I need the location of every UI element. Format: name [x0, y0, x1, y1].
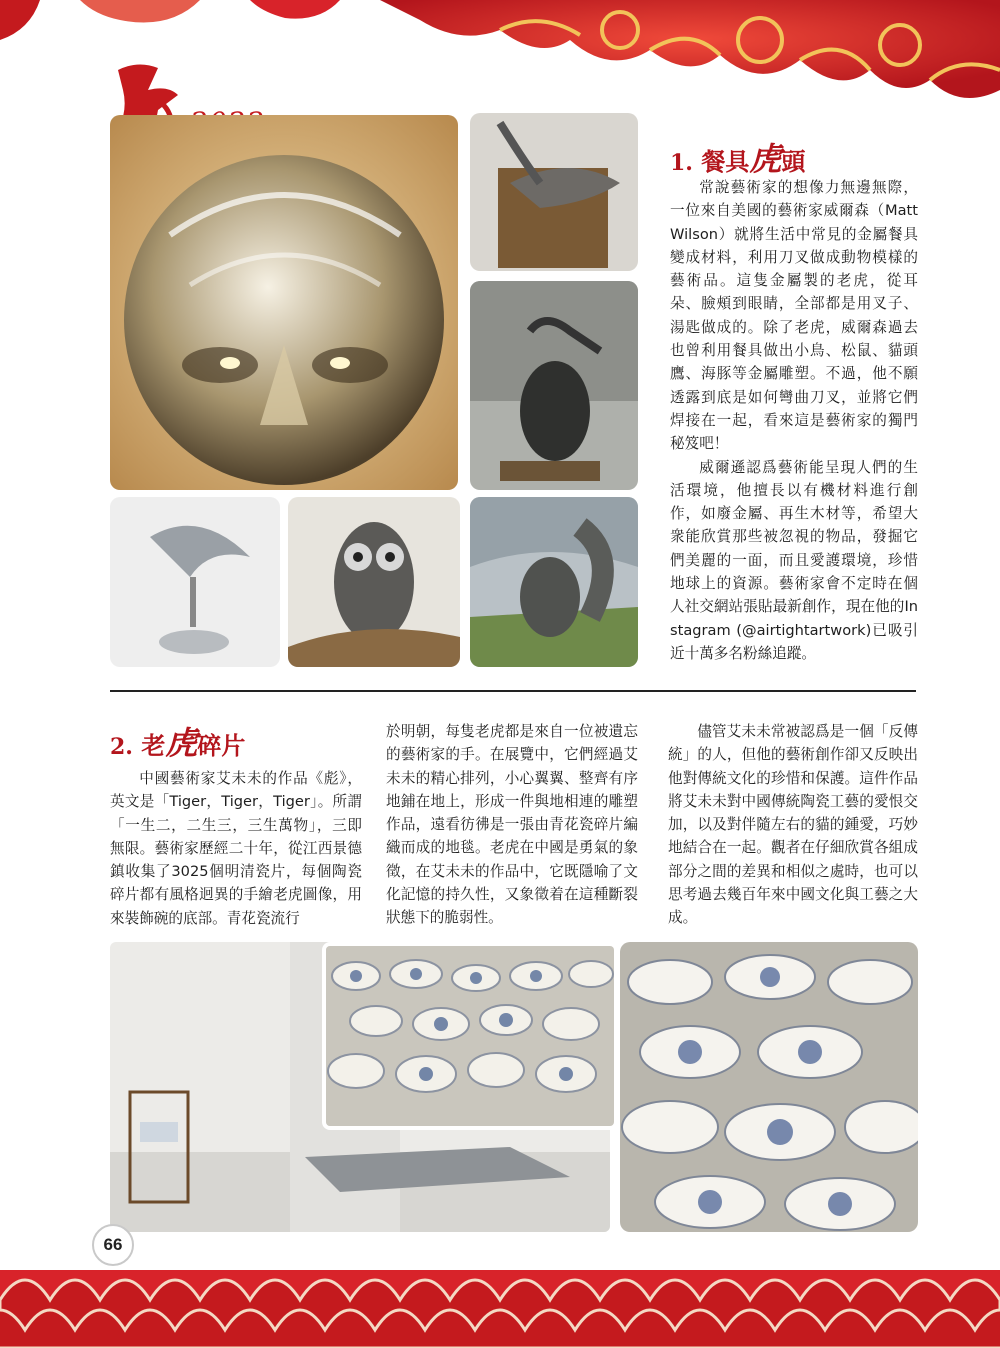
- section-1-paragraph-1: 常說藝術家的想像力無邊無際，一位來自美國的藝術家威爾森（Matt Wilson）就將生活中常見的金屬餐具變成材料，利用刀叉做成動物模樣的藝術品。這隻金屬製的老虎，從耳朵、臉頰到眼睛，全部都是用叉子、湯匙做成的。除了老虎，威爾森過去也曾利用餐具做出小鳥、松鼠、貓頭鷹、海豚等金屬雕塑。不過，他不願透露到底是如何彎曲刀叉，並將它們焊接在一起，看來這是藝術家的獨門秘笈吧！: [670, 179, 918, 453]
- photo-metal-bird: [470, 113, 638, 271]
- section-2-col2-text: 於明朝，每隻老虎都是來自一位被遺忘的藝術家的手。在展覽中，它們經過艾未未的精心排列，小心翼翼、整齊有序地鋪在地上，形成一件與地相連的雕塑作品，遠看彷彿是一張由青花瓷碎片編織而成的地毯。老虎在中國是勇氣的象徵，在艾未未的作品中，它既隱喻了文化記憶的持久性，又象徵着在這種斷裂狀態下的脆弱性。: [386, 723, 638, 927]
- photo-metal-dolphin: [110, 497, 280, 667]
- section-2-column-3: [668, 720, 918, 930]
- section-2-title-pre: 老: [141, 731, 166, 760]
- section-1-title-post: 頭: [781, 147, 806, 176]
- section-1-title-pre: 餐具: [701, 147, 750, 176]
- section-1-body: [670, 176, 918, 665]
- section-1-paragraph-2: 威爾遜認爲藝術能呈現人們的生活環境，他擅長以有機材料進行創作，如廢金屬、再生木材等，希望大衆能欣賞那些被忽視的物品，發掘它們美麗的一面，而且愛護環境，珍惜地球上的資源。藝術家會不定時在個人社交網站張貼最新創作，現在他的Instagram (@airtightartwork)已吸引近十萬多名粉絲追蹤。: [670, 458, 918, 662]
- photo-metal-pelican: [470, 281, 638, 490]
- photo-metal-tiger-head: [110, 115, 458, 490]
- section-2-title-tiger: 虎: [165, 724, 198, 762]
- section-2-title-post: 碎片: [197, 731, 246, 760]
- section-divider: [110, 690, 916, 692]
- section-2-heading: [110, 718, 245, 764]
- section-2-column-2: [386, 720, 638, 930]
- section-2-column-1: [110, 767, 362, 930]
- section-2-col3-text: 儘管艾未未常被認爲是一個「反傳統」的人，但他的藝術創作卻又反映出他對傳統文化的珍惜和保護。這件作品將艾未未對中國傳統陶瓷工藝的愛恨交加，以及對伴隨左右的貓的鍾愛，巧妙地結合在一起。觀者在仔細欣賞各組成部分之間的差異和相似之處時，也可以思考過去幾百年來中國文化與工藝之大成。: [668, 723, 918, 927]
- photo-porcelain-shards-overview: [322, 942, 618, 1130]
- page-number: 66: [103, 1235, 123, 1254]
- photo-porcelain-shards-closeup: [620, 942, 918, 1232]
- photo-metal-squirrel: [470, 497, 638, 667]
- bottom-wave-band: [0, 1240, 1000, 1348]
- section-1-heading: [670, 134, 805, 180]
- page-number-badge: [92, 1224, 134, 1266]
- section-2-number: 2.: [110, 734, 133, 760]
- section-1-number: 1.: [670, 150, 693, 176]
- photo-metal-owl: [288, 497, 460, 667]
- section-2-col1-text: 中國藝術家艾未未的作品《彪》，英文是「Tiger，Tiger，Tiger」。所謂「一生二，二生三，三生萬物」，三即無限。藝術家歷經二十年，從江西景德鎮收集了3025個明清瓷片，每個陶瓷碎片都有風格迥異的手繪老虎圖像，用來裝飾碗的底部。青花瓷流行: [110, 770, 362, 927]
- section-1-title-tiger: 虎: [749, 140, 782, 178]
